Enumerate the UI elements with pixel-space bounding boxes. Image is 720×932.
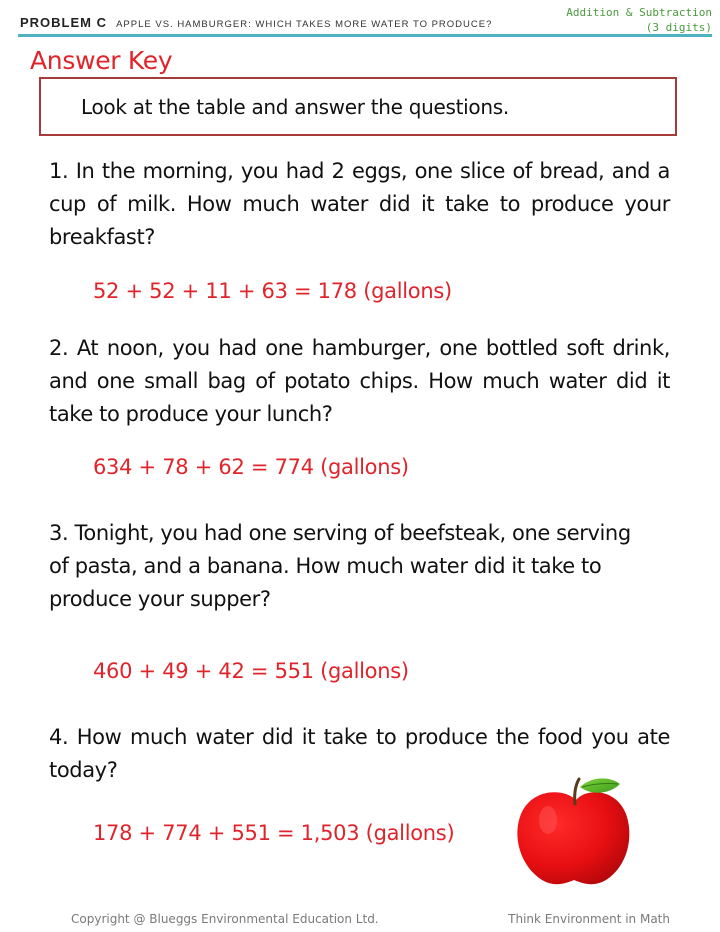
apple-icon <box>512 774 636 888</box>
answer-1: 52 + 52 + 11 + 63 = 178 (gallons) <box>93 279 452 303</box>
topic-line-1: Addition & Subtraction <box>566 6 712 19</box>
instruction-box <box>39 77 677 136</box>
question-3: 3. Tonight, you had one serving of beefsteak, one serving of pasta, and a banana. How much water did it take to produce your supper? <box>49 521 631 611</box>
footer-tagline: Think Environment in Math <box>508 912 670 926</box>
question-4: 4. How much water did it take to produce the food you ate today? <box>49 725 670 782</box>
question-1: 1. In the morning, you had 2 eggs, one slice of bread, and a cup of milk. How much water did it take to produce your breakfast? <box>49 159 670 249</box>
answer-key-title: Answer Key <box>30 46 173 75</box>
problem-title: APPLE VS. HAMBURGER: WHICH TAKES MORE WATER TO PRODUCE? <box>116 19 493 30</box>
answer-2: 634 + 78 + 62 = 774 (gallons) <box>93 455 409 479</box>
answer-3: 460 + 49 + 42 = 551 (gallons) <box>93 659 409 683</box>
header-divider <box>18 34 712 37</box>
worksheet-header <box>20 12 492 31</box>
problem-label: PROBLEM C <box>20 15 107 30</box>
footer-copyright: Copyright @ Blueggs Environmental Education Ltd. <box>71 912 379 926</box>
question-2: 2. At noon, you had one hamburger, one bottled soft drink, and one small bag of potato chips. How much water did it take to produce your lunch? <box>49 336 670 426</box>
topic-line-2: (3 digits) <box>645 21 712 34</box>
answer-4: 178 + 774 + 551 = 1,503 (gallons) <box>93 821 455 845</box>
topic-label <box>552 5 712 35</box>
instruction-text: Look at the table and answer the questions. <box>81 95 509 119</box>
